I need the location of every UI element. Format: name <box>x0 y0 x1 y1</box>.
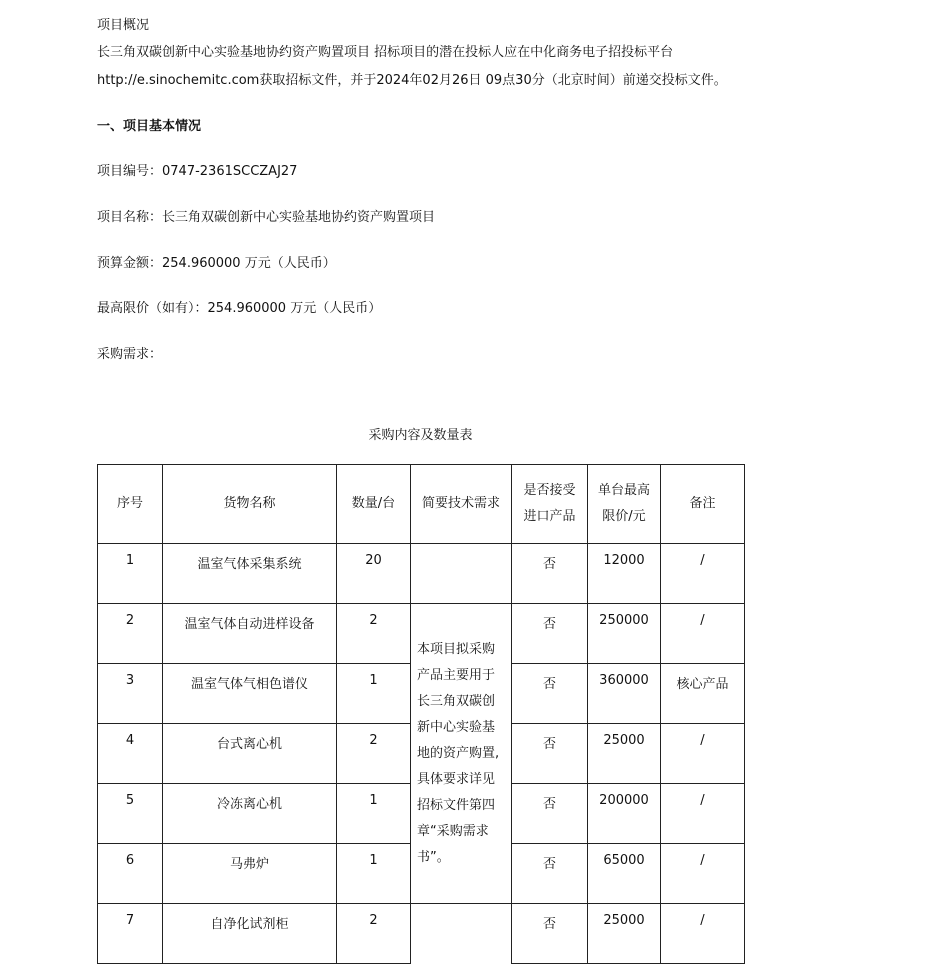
row-import: 否 <box>512 664 588 724</box>
table-row <box>98 604 745 664</box>
row-no: 4 <box>98 724 163 784</box>
row-import: 否 <box>512 844 588 904</box>
row-import: 否 <box>512 544 588 604</box>
row-remark: 核心产品 <box>661 664 745 724</box>
project-name: 项目名称：长三角双碳创新中心实验基地协约资产购置项目 <box>97 210 436 225</box>
row-no: 3 <box>98 664 163 724</box>
row-import: 否 <box>512 604 588 664</box>
table-header-row <box>98 465 745 544</box>
row-no: 5 <box>98 784 163 844</box>
row-qty: 20 <box>337 544 411 604</box>
row-name: 台式离心机 <box>163 724 337 784</box>
row-remark: / <box>661 544 745 604</box>
header-tech-req: 简要技术需求 <box>411 465 512 544</box>
overview-line-1: 长三角双碳创新中心实验基地协约资产购置项目 招标项目的潜在投标人应在中化商务电子招投标平台 <box>97 45 674 60</box>
header-import-line-1: 是否接受 <box>523 483 576 498</box>
row-no: 7 <box>98 904 163 964</box>
max-price: 最高限价（如有）：254.960000 万元（人民币） <box>97 301 382 316</box>
overview-heading: 项目概况 <box>97 18 150 33</box>
row-remark: / <box>661 724 745 784</box>
row-no: 2 <box>98 604 163 664</box>
header-price-line-2: 限价/元 <box>602 509 646 524</box>
row-qty: 1 <box>337 664 411 724</box>
header-name: 货物名称 <box>163 465 337 544</box>
row-name: 冷冻离心机 <box>163 784 337 844</box>
row-no: 6 <box>98 844 163 904</box>
section-title: 一、项目基本情况 <box>97 119 202 134</box>
row-name: 马弗炉 <box>163 844 337 904</box>
row-name: 温室气体气相色谱仪 <box>163 664 337 724</box>
table-row <box>98 904 745 964</box>
header-remark: 备注 <box>661 465 745 544</box>
tech-req-spacer-top <box>411 544 512 604</box>
header-no: 序号 <box>98 465 163 544</box>
row-qty: 2 <box>337 904 411 964</box>
procurement-table <box>97 464 745 964</box>
row-price: 25000 <box>588 904 661 964</box>
row-price: 200000 <box>588 784 661 844</box>
overview-line-2: http://e.sinochemitc.com获取招标文件，并于2024年02月26日 09点30分（北京时间）前递交投标文件。 <box>97 73 727 88</box>
row-no: 1 <box>98 544 163 604</box>
tech-req-spacer-bottom <box>411 904 512 964</box>
row-name: 自净化试剂柜 <box>163 904 337 964</box>
row-import: 否 <box>512 724 588 784</box>
row-remark: / <box>661 784 745 844</box>
header-price-line-1: 单台最高 <box>597 483 650 498</box>
row-qty: 2 <box>337 604 411 664</box>
procurement-requirements: 采购需求： <box>97 347 163 362</box>
row-remark: / <box>661 844 745 904</box>
row-import: 否 <box>512 784 588 844</box>
row-remark: / <box>661 604 745 664</box>
table-row <box>98 544 745 604</box>
row-qty: 2 <box>337 724 411 784</box>
row-name: 温室气体采集系统 <box>163 544 337 604</box>
row-name: 温室气体自动进样设备 <box>163 604 337 664</box>
row-price: 25000 <box>588 724 661 784</box>
tech-req-note: 本项目拟采购产品主要用于长三角双碳创新中心实验基地的资产购置,具体要求详见招标文件第四章“采购需求书”。 <box>411 604 512 904</box>
row-qty: 1 <box>337 784 411 844</box>
header-import-line-2: 进口产品 <box>523 509 576 524</box>
row-import: 否 <box>512 904 588 964</box>
row-price: 250000 <box>588 604 661 664</box>
row-price: 65000 <box>588 844 661 904</box>
project-number: 项目编号：0747-2361SCCZAJ27 <box>97 164 298 179</box>
header-price <box>588 465 661 544</box>
table-caption: 采购内容及数量表 <box>368 428 473 443</box>
row-remark: / <box>661 904 745 964</box>
row-price: 12000 <box>588 544 661 604</box>
header-import <box>512 465 588 544</box>
row-qty: 1 <box>337 844 411 904</box>
row-price: 360000 <box>588 664 661 724</box>
header-qty: 数量/台 <box>337 465 411 544</box>
budget-amount: 预算金额：254.960000 万元（人民币） <box>97 256 336 271</box>
